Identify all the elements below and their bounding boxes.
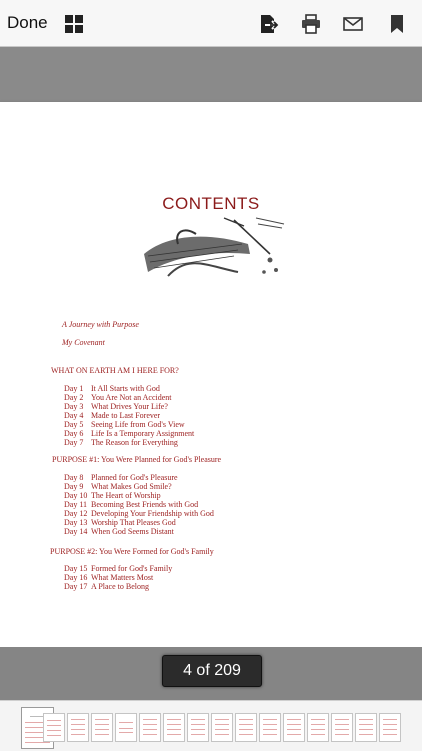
thumbnail[interactable] [67, 713, 89, 742]
list-item[interactable]: Day 4 Made to Last Forever [64, 411, 161, 420]
thumbnail[interactable] [235, 713, 257, 742]
thumbnail[interactable] [139, 713, 161, 742]
thumbnail[interactable] [163, 713, 185, 742]
list-item[interactable]: Day 9 What Makes God Smile? [64, 482, 172, 491]
page-title: CONTENTS [162, 194, 260, 213]
section-heading[interactable]: PURPOSE #2: You Were Formed for God's Family [50, 547, 214, 556]
wheat-sheaf-illustration [138, 214, 286, 284]
bookmark-icon[interactable] [386, 13, 408, 35]
section-heading[interactable]: WHAT ON EARTH AM I HERE FOR? [51, 366, 179, 375]
list-item[interactable]: Day 16 What Matters Most [64, 573, 154, 582]
section-heading[interactable]: PURPOSE #1: You Were Planned for God's Pleasure [52, 455, 222, 464]
thumbnail[interactable] [331, 713, 353, 742]
thumbnail[interactable] [91, 713, 113, 742]
grid-view-icon[interactable] [63, 13, 85, 35]
thumbnail[interactable] [259, 713, 281, 742]
thumbnail[interactable] [43, 713, 65, 742]
document-page[interactable] [0, 102, 422, 647]
list-item[interactable]: Day 1 It All Starts with God [64, 384, 160, 393]
list-item[interactable]: Day 13 Worship That Pleases God [64, 518, 176, 527]
page-number-indicator: 4 of 209 [162, 655, 262, 687]
thumbnail[interactable] [307, 713, 329, 742]
mail-icon[interactable] [342, 13, 364, 35]
thumbnail[interactable] [379, 713, 401, 742]
thumbnail[interactable] [355, 713, 377, 742]
intro-journey[interactable]: A Journey with Purpose [62, 320, 139, 329]
list-item[interactable]: Day 8 Planned for God's Pleasure [64, 473, 178, 482]
list-item[interactable]: Day 6 Life Is a Temporary Assignment [64, 429, 195, 438]
list-item[interactable]: Day 7 The Reason for Everything [64, 438, 178, 447]
thumbnail[interactable] [187, 713, 209, 742]
top-toolbar [0, 0, 422, 47]
page-backdrop-top [0, 47, 422, 102]
list-item[interactable]: Day 3 What Drives Your Life? [64, 402, 168, 411]
list-item[interactable]: Day 17 A Place to Belong [64, 582, 149, 591]
print-icon[interactable] [300, 13, 322, 35]
list-item[interactable]: Day 10 The Heart of Worship [64, 491, 161, 500]
list-item[interactable]: Day 11 Becoming Best Friends with God [64, 500, 199, 509]
export-icon[interactable] [257, 13, 279, 35]
thumbnail[interactable] [283, 713, 305, 742]
done-button[interactable]: Done [7, 13, 48, 32]
thumbnail[interactable] [211, 713, 233, 742]
list-item[interactable]: Day 5 Seeing Life from God's View [64, 420, 185, 429]
thumbnail-strip[interactable] [0, 700, 422, 751]
thumbnail[interactable] [115, 713, 137, 742]
list-item[interactable]: Day 15 Formed for God's Family [64, 564, 173, 573]
list-item[interactable]: Day 2 You Are Not an Accident [64, 393, 172, 402]
list-item[interactable]: Day 14 When God Seems Distant [64, 527, 174, 536]
list-item[interactable]: Day 12 Developing Your Friendship with God [64, 509, 214, 518]
intro-covenant[interactable]: My Covenant [62, 338, 105, 347]
